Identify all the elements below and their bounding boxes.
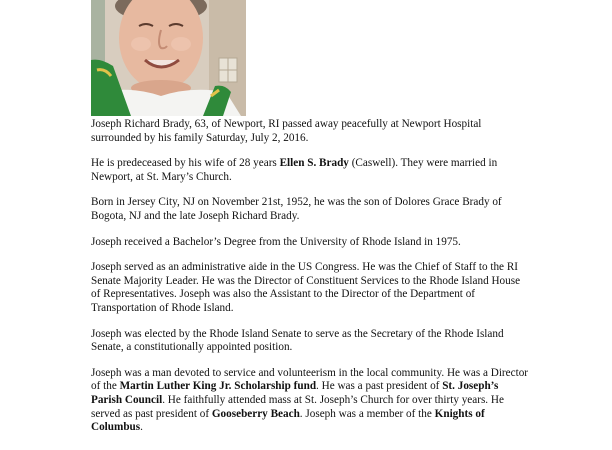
bold-text: St. Joseph’s Parish Council [91, 380, 499, 406]
paragraph [91, 261, 531, 315]
text-run: Joseph was a man devoted to service and volunteerism in the local community. He was a Director of the [91, 366, 529, 393]
text-run: . He faithfully attended mass at St. Joseph’s Church for over thirty years. He served as past president of [91, 393, 504, 420]
paragraph [91, 196, 531, 223]
bold-text: Gooseberry Beach [211, 407, 300, 420]
paragraph [91, 328, 531, 355]
bold-text: Martin Luther King Jr. Scholarship fund [119, 380, 317, 393]
paragraph [91, 367, 531, 435]
paragraph [91, 236, 531, 250]
text-run: He is predeceased by his wife of 28 years [91, 157, 280, 170]
text-run: Joseph served as an administrative aide in the US Congress. He was the Chief of Staff to the RI Senate Majority Leader. He was the Director of Constituent Services to the Rhode Island House of Representatives. Joseph was also the Assistant to the Director of the Department of Transportation of Rhode Island. [91, 261, 521, 314]
text-run: Joseph received a Bachelor’s Degree from the University of Rhode Island in 1975. [91, 235, 461, 248]
text-run: (Caswell). They were married in Newport, at St. Mary’s Church. [91, 157, 498, 183]
obituary-text [91, 118, 531, 447]
text-run: Joseph was elected by the Rhode Island Senate to serve as the Secretary of the Rhode Island Senate, a constitutionally appointed position. [91, 327, 504, 354]
text-run: Joseph Richard Brady, 63, of Newport, RI passed away peacefully at Newport Hospital surrounded by his family Saturday, July 2, 2016. [91, 118, 482, 144]
text-run: . Joseph was a member of the [299, 407, 435, 420]
text-run: . He was a past president of [316, 380, 443, 393]
bold-text: Ellen S. Brady [279, 157, 349, 170]
bold-text: Knights of Columbus [91, 407, 485, 434]
portrait-photo [91, 0, 246, 116]
paragraph [91, 118, 531, 145]
text-run: Born in Jersey City, NJ on November 21st, 1952, he was the son of Dolores Grace Brady of Bogota, NJ and the late Joseph Richard Brady. [91, 196, 502, 222]
paragraph [91, 157, 531, 184]
text-run: . [140, 421, 143, 434]
